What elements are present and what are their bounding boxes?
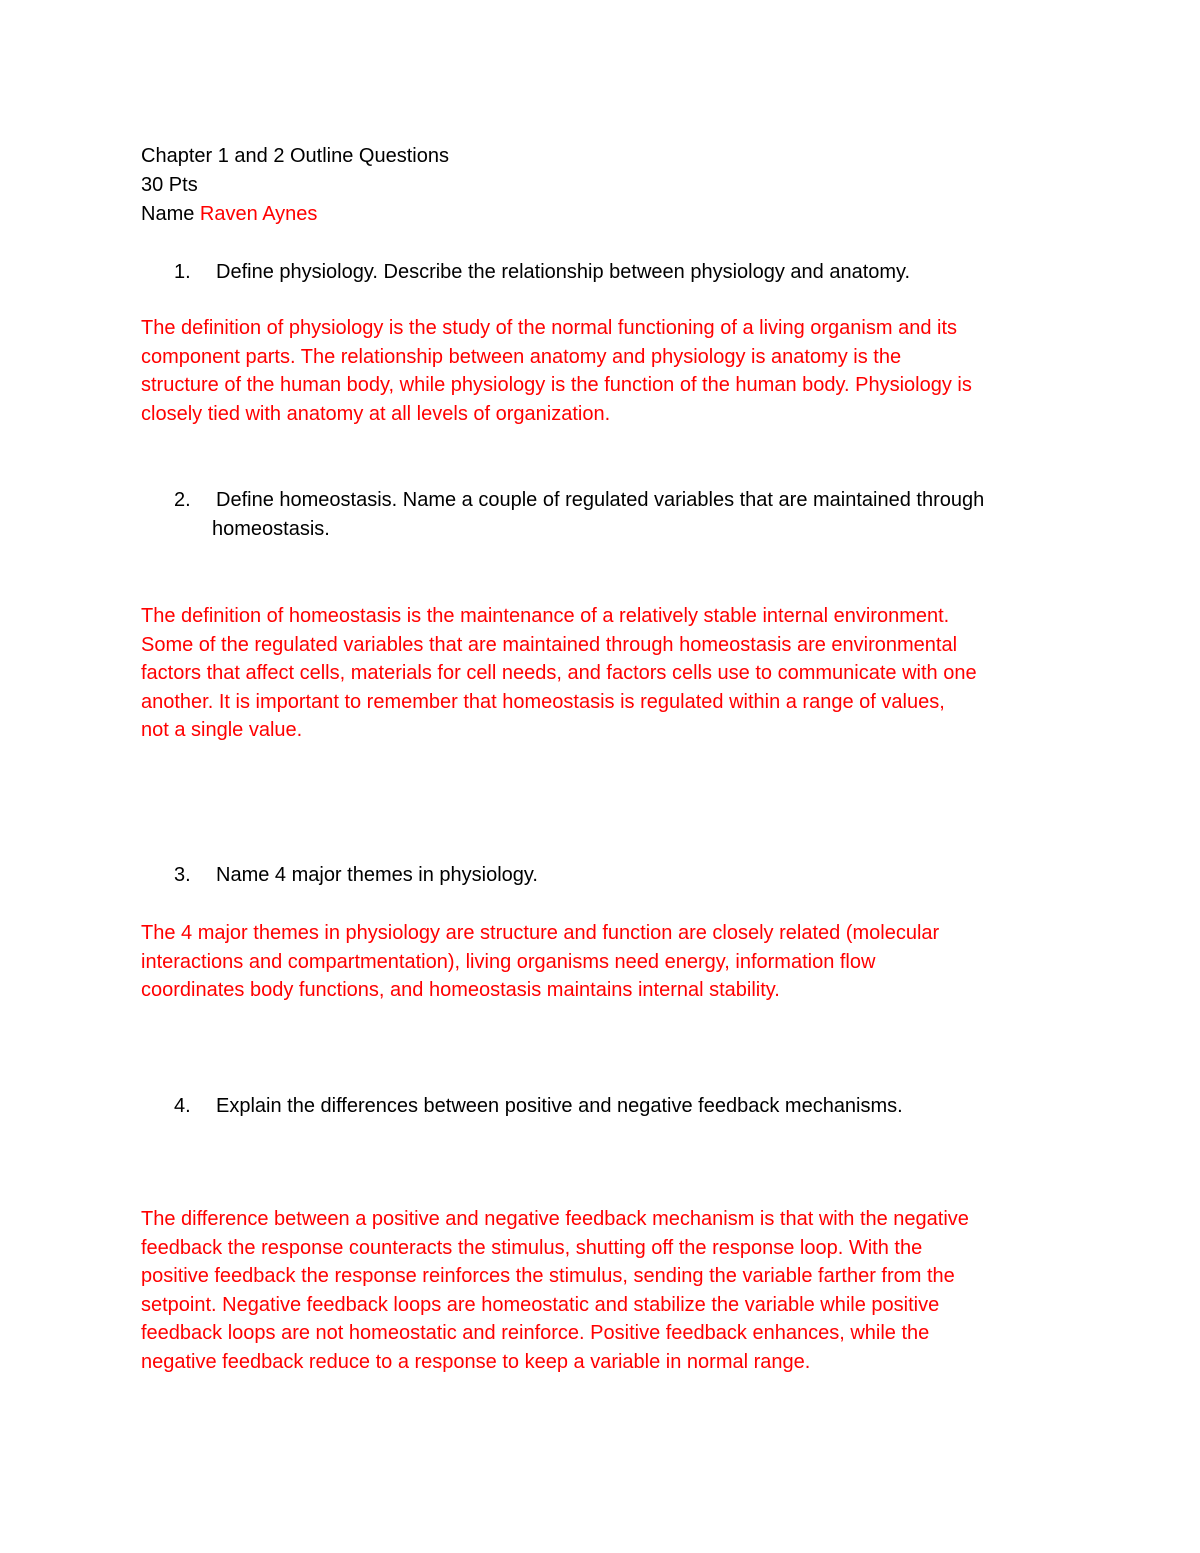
question-number: 3. — [174, 864, 191, 886]
answer-line: The definition of physiology is the study of the normal functioning of a living organism and its — [141, 317, 958, 339]
question-text: Define physiology. Describe the relationship between physiology and anatomy. — [216, 261, 911, 283]
question-text-continued: homeostasis. — [212, 517, 330, 540]
answer-line: component parts. The relationship between anatomy and physiology is anatomy is the — [141, 345, 902, 368]
question-number: 1. — [174, 261, 191, 283]
answer-line: negative feedback reduce to a response to keep a variable in normal range. — [141, 1350, 811, 1373]
answer-line: another. It is important to remember that homeostasis is regulated within a range of values, — [141, 690, 945, 713]
document-title: Chapter 1 and 2 Outline Questions — [141, 145, 449, 167]
answer-line: feedback loops are not homeostatic and reinforce. Positive feedback enhances, while the — [141, 1322, 930, 1345]
answer-1 — [141, 314, 1071, 428]
question-text: Define homeostasis. Name a couple of regulated variables that are maintained through — [216, 489, 985, 511]
question-number: 2. — [174, 489, 191, 511]
answer-line: interactions and compartmentation), living organisms need energy, information flow — [141, 950, 876, 973]
student-name: Raven Aynes — [199, 203, 318, 225]
answer-line: factors that affect cells, materials for cell needs, and factors cells use to communicate with one — [141, 662, 977, 685]
question-2 — [174, 486, 1074, 543]
answer-line: setpoint. Negative feedback loops are homeostatic and stabilize the variable while positive — [141, 1293, 940, 1316]
question-4 — [174, 1092, 1074, 1121]
answer-line: feedback the response counteracts the stimulus, shutting off the response loop. With the — [141, 1236, 923, 1259]
answer-line: Some of the regulated variables that are maintained through homeostasis are environmental — [141, 633, 958, 656]
answer-line: The 4 major themes in physiology are structure and function are closely related (molecular — [141, 922, 940, 944]
answer-line: structure of the human body, while physiology is the function of the human body. Physiology is — [141, 374, 972, 397]
name-label: Name — [141, 203, 195, 225]
answer-line: coordinates body functions, and homeostasis maintains internal stability. — [141, 979, 780, 1002]
question-3 — [174, 861, 1074, 890]
answer-line: closely tied with anatomy at all levels of organization. — [141, 402, 611, 425]
answer-line: The definition of homeostasis is the maintenance of a relatively stable internal environment. — [141, 605, 950, 627]
question-1 — [174, 258, 1074, 287]
answer-4 — [141, 1205, 1071, 1377]
question-text: Name 4 major themes in physiology. — [216, 864, 538, 886]
answer-3 — [141, 919, 1071, 1005]
answer-2 — [141, 602, 1071, 745]
points-label: 30 Pts — [141, 174, 198, 196]
answer-line: positive feedback the response reinforces the stimulus, sending the variable farther from the — [141, 1265, 955, 1288]
answer-line: The difference between a positive and negative feedback mechanism is that with the negative — [141, 1208, 969, 1230]
question-number: 4. — [174, 1095, 191, 1117]
answer-line: not a single value. — [141, 719, 303, 742]
name-line — [141, 200, 317, 229]
question-text: Explain the differences between positive and negative feedback mechanisms. — [216, 1095, 903, 1117]
